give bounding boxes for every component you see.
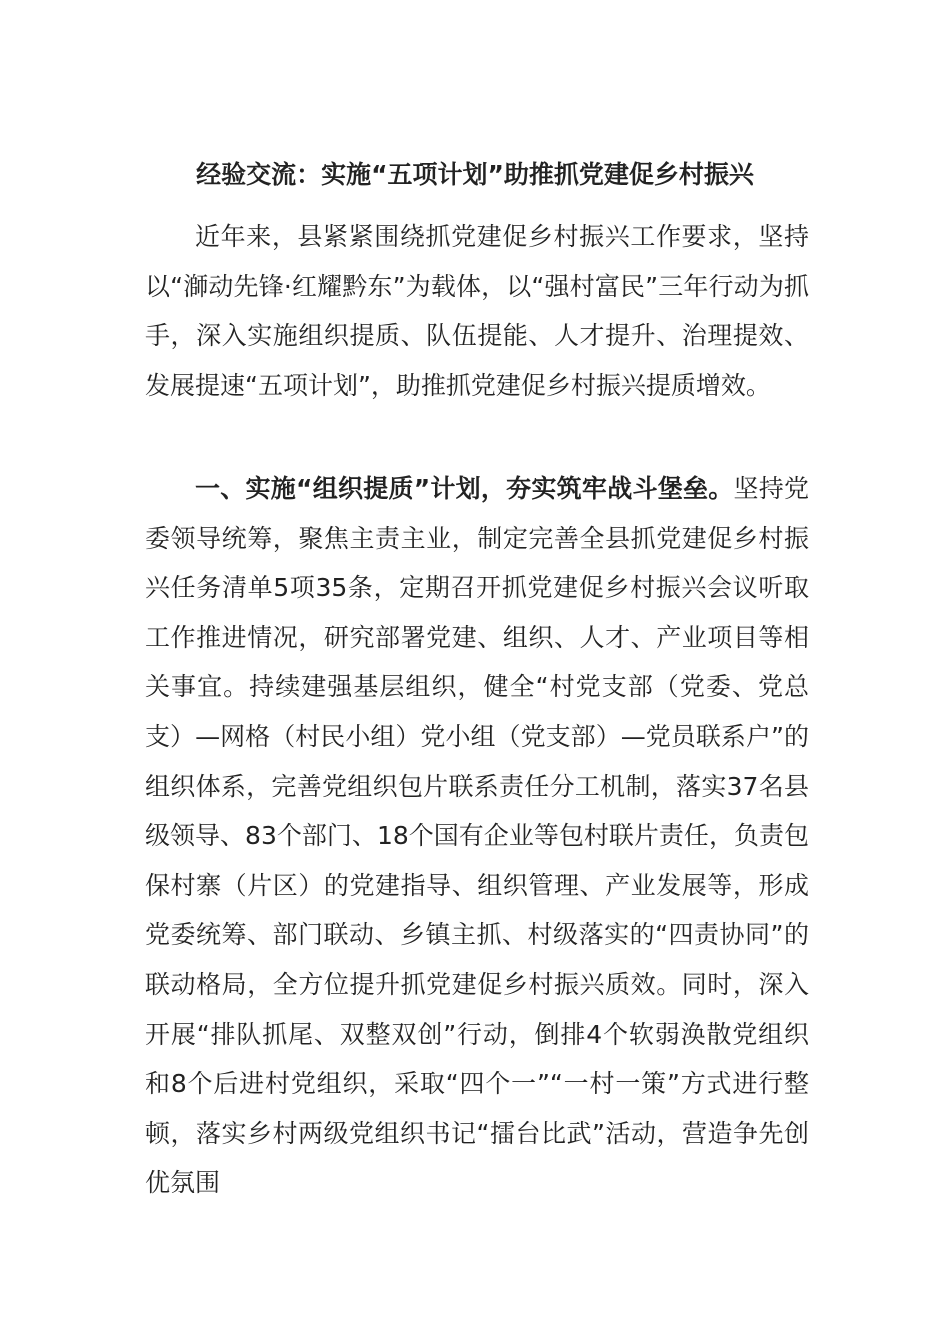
intro-paragraph-text: 近年来，县紧紧围绕抓党建促乡村振兴工作要求，坚持以“溮动先锋·红耀黔东”为载体，以“强村富民”三年行动为抓手，深入实施组织提质、队伍提能、人才提升、治理提效、发展提速“五项计划”，助推抓党建促乡村振兴提质增效。 [145, 222, 809, 400]
document-title: 经验交流：实施“五项计划”助推抓党建促乡村振兴 [196, 160, 754, 189]
section-one-text: 坚持党委领导统筹，聚焦主责主业，制定完善全县抓党建促乡村振兴任务清单5项35条，定期召开抓党建促乡村振兴会议听取工作推进情况，研究部署党建、组织、人才、产业项目等相关事宜。持续建强基层组织，健全“村党支部（党委、党总支）—网格（村民小组）党小组（党支部）—党员联系户”的组织体系，完善党组织包片联系责任分工机制，落实37名县级领导、83个部门、18个国有企业等包村联片责任，负责包保村寨（片区）的党建指导、组织管理、产业发展等，形成党委统筹、部门联动、乡镇主抓、村级落实的“四责协同”的联动格局，全方位提升抓党建促乡村振兴质效。同时，深入开展“排队抓尾、双整双创”行动，倒排4个软弱涣散党组织和8个后进村党组织，采取“四个一”“一村一策”方式进行整顿，落实乡村两级党组织书记“擂台比武”活动，营造争先创优氛围 [145, 474, 809, 1198]
section-one-heading: 一、实施“组织提质”计划，夯实筑牢战斗堡垒。 [195, 474, 734, 503]
section-one-paragraph [145, 464, 809, 1208]
intro-paragraph [145, 212, 809, 410]
